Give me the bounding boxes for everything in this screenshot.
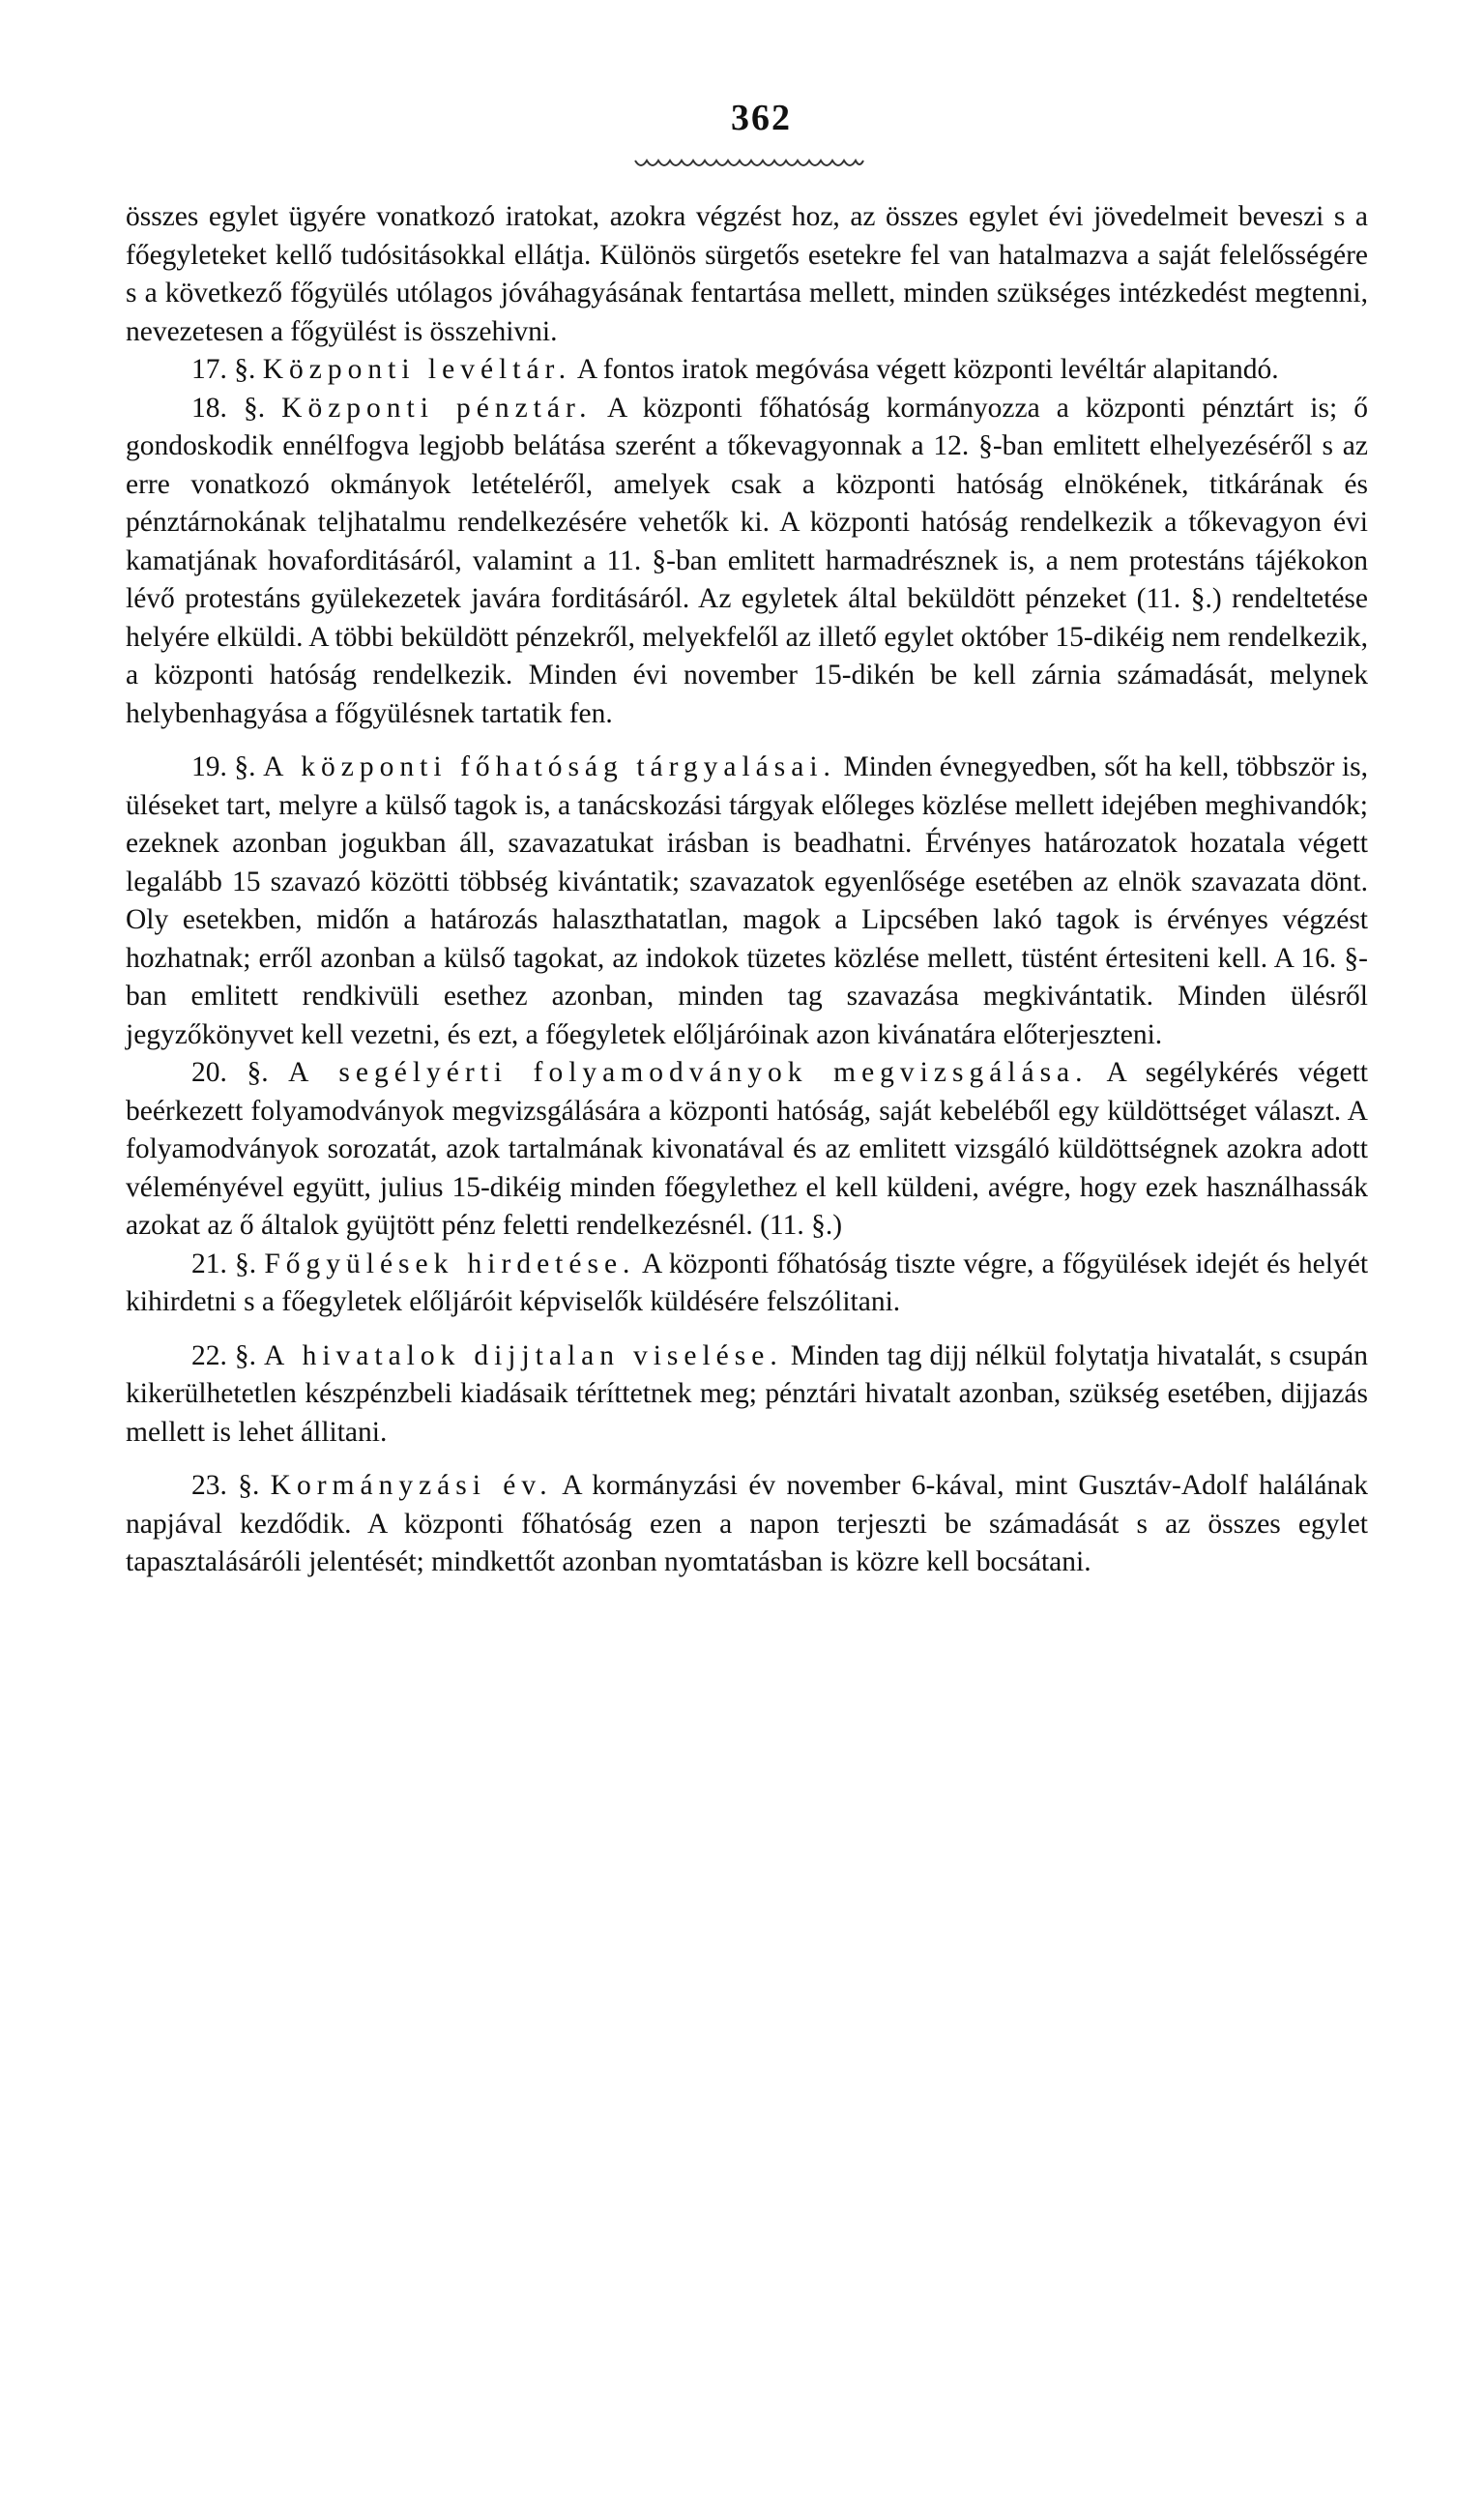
paragraph-text: Minden évnegyedben, sőt ha kell, többször is, üléseket tart, melyre a külső tagok is, a tanácskozási tárgyak előleges közlése mellett idejében meghivandók; ezeknek azonban jogukban áll, szavazatukat irásban is beadhatni. Érvényes határozatok hozatala végett legalább 15 szavazó közötti többség kivántatik; szavazatok egyenlősége esetében az elnök szavazata dönt. Oly esetekben, midőn a határozás halaszthatatlan, magok a Lipcsében lakó tagok is érvényes végzést hozhatnak; erről azonban a külső tagokat, az indokok tüzetes közlése mellett, tüstént értesiteni kell. A 16. §-ban emlitett rendkivüli esethez azonban, minden tag szavazása megkivántatik. Minden ülésről jegyzőkönyvet kell vezetni, és ezt, a főegyletek előljáróinak azon kivánatára előterjeszteni.	[126, 751, 1368, 1050]
paragraph-p21	[126, 1246, 1368, 1322]
paragraph-text: A központi főhatóság kormányozza a központi pénztárt is; ő gondoskodik ennélfogva legjobb belátása szerént a tőkevagyonnak a 12. §-ban emlitett elhelyezéséről s az erre vonatkozó okmányok letételéről, amelyek csak a központi hatóság elnökének, titkárának és pénztárnokának teljhatalmu rendelkezésére vehetők ki. A központi hatóság rendelkezik a tőkevagyon évi kamatjának hovaforditásáról, valamint a 11. §-ban emlitett harmadrésznek is, a nem protestáns tájékokon lévő protestáns gyülekezetek javára forditásáról. Az egyletek által beküldött pénzeket (11. §.) rendeltetése helyére elküldi. A többi beküldött pénzekről, melyekfelől az illető egylet október 15-dikéig nem rendelkezik, a központi hatóság rendelkezik. Minden évi november 15-dikén be kell zárnia számadását, melynek helybenhagyása a főgyülésnek tartatik fen.	[126, 392, 1368, 729]
body-text	[126, 198, 1368, 1582]
section-heading: Központi levéltár.	[262, 354, 572, 385]
paragraph-text: A kormányzási év november 6-kával, mint Gusztáv-Adolf halálának napjával kezdődik. A központi főhatóság ezen a napon terjeszti be számadását s az összes egylet tapasztalásáróli jelentését; mindkettőt azonban nyomtatásban is közre kell bocsátani.	[126, 1470, 1369, 1577]
section-heading: Főgyülések hirdetése.	[264, 1248, 636, 1279]
paragraph-p20	[126, 1054, 1368, 1246]
page-number: 362	[731, 98, 792, 138]
wavy-rule-line	[635, 161, 863, 165]
paragraph-text: A segélykérés végett beérkezett folyamodványok megvizsgálására a központi hatóság, saját kebeléből egy küldöttséget választ. A folyamodványok sorozatát, azok tartalmának kivonatával és az emlitett vizsgáló küldöttségnek azokra adott véleményével együtt, julius 15-dikéig minden főegylethez el kell küldeni, avégre, hogy ezek használhassák azokat az ő általok gyüjtött pénz feletti rendelkezésnél. (11. §.)	[126, 1057, 1368, 1241]
page-header	[0, 97, 1484, 139]
paragraph-text: 18. §.	[191, 392, 282, 424]
section-heading: A központi főhatóság tárgyalásai.	[263, 751, 836, 782]
section-heading: Központi pénztár.	[281, 392, 593, 424]
paragraph-text: 22. §.	[191, 1339, 264, 1371]
paragraph-p22	[126, 1337, 1368, 1453]
paragraph-p16	[126, 198, 1368, 351]
paragraph-p17	[126, 351, 1368, 390]
paragraph-p19	[126, 749, 1368, 1054]
wavy-rule-ornament	[633, 155, 865, 172]
paragraph-p18	[126, 390, 1368, 734]
paragraph-text: 23. §.	[191, 1470, 271, 1501]
paragraph-text: A központi főhatóság tiszte végre, a főgyülések idejét és helyét kihirdetni s a főegyletek előljáróit képviselők küldésére felszólitani.	[126, 1248, 1369, 1317]
paragraph-text: 20. §.	[191, 1057, 289, 1088]
paragraph-text: A fontos iratok megóvása végett központi levéltár alapitandó.	[571, 354, 1279, 385]
paragraph-p23	[126, 1467, 1368, 1582]
section-heading: A hivatalok dijjtalan viselése.	[263, 1339, 783, 1371]
paragraph-text: 17. §.	[191, 354, 263, 385]
section-heading: A segélyérti folyamodványok megvizsgálása.	[288, 1057, 1089, 1088]
paragraph-text: 19. §.	[191, 751, 264, 782]
section-heading: Kormányzási év.	[270, 1470, 553, 1501]
paragraph-text: 21. §.	[191, 1248, 265, 1279]
paragraph-text: összes egylet ügyére vonatkozó iratokat, azokra végzést hoz, az összes egylet évi jövedelmeit beveszi s a főegyleteket kellő tudósitásokkal ellátja. Különös sürgetős esetekre fel van hatalmazva a saját felelősségére s a következő főgyülés utólagos jóváhagyásának fentartása mellett, minden szükséges intézkedést megtenni, nevezetesen a főgyülést is összehivni.	[126, 201, 1368, 347]
paragraph-text: Minden tag dijj nélkül folytatja hivatalát, s csupán kikerülhetetlen készpénzbeli kiadásaik téríttetnek meg; pénztári hivatalt azonban, szükség esetében, dijjazás mellett is lehet állitani.	[126, 1339, 1368, 1448]
